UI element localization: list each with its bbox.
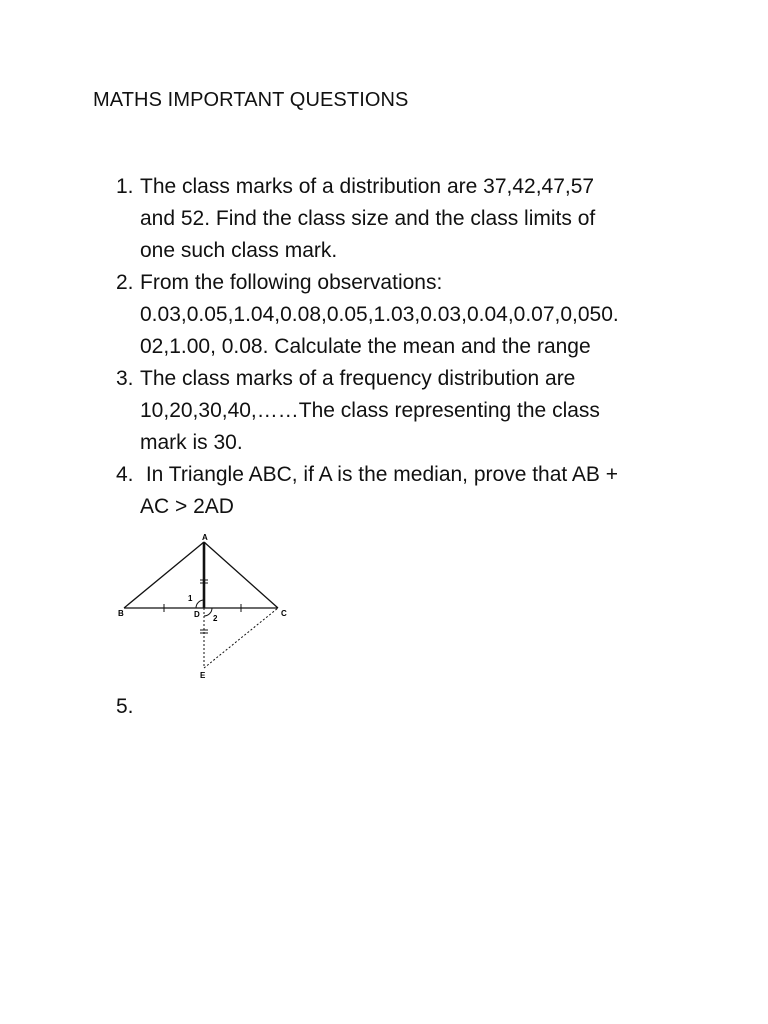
angle-2-arc xyxy=(204,608,212,616)
question-line: 02,1.00, 0.08. Calculate the mean and the range xyxy=(140,335,591,358)
triangle-diagram xyxy=(116,532,296,682)
page-title: MATHS IMPORTANT QUESTIONS xyxy=(93,89,409,111)
label-angle-2: 2 xyxy=(213,614,218,623)
question-text xyxy=(140,363,685,459)
question-number: 5. xyxy=(116,695,134,718)
question-text xyxy=(140,459,685,523)
label-angle-1: 1 xyxy=(188,594,193,603)
question-number: 2. xyxy=(116,271,134,294)
label-a: A xyxy=(202,533,208,542)
question-line: 10,20,30,40,……The class representing the class xyxy=(140,399,600,422)
label-b: B xyxy=(118,609,124,618)
label-c: C xyxy=(281,609,287,618)
question-line: AC > 2AD xyxy=(140,495,234,518)
question-line: one such class mark. xyxy=(140,239,338,262)
question-line: The class marks of a frequency distribution are xyxy=(140,367,576,390)
segment-ac xyxy=(204,542,278,608)
triangle-figure xyxy=(116,532,296,682)
question-number: 4. xyxy=(116,463,134,486)
question-line: and 52. Find the class size and the class limits of xyxy=(140,207,596,230)
label-e: E xyxy=(200,671,206,680)
question-line: mark is 30. xyxy=(140,431,243,454)
label-d: D xyxy=(194,610,200,619)
question-number: 3. xyxy=(116,367,134,390)
question-number: 1. xyxy=(116,175,134,198)
question-text xyxy=(140,267,685,363)
question-line: From the following observations: xyxy=(140,271,443,294)
question-line: In Triangle ABC, if A is the median, prove that AB + xyxy=(140,463,619,486)
question-line: 0.03,0.05,1.04,0.08,0.05,1.03,0.03,0.04,0.07,0,050. xyxy=(140,303,619,326)
question-text xyxy=(140,171,685,267)
question-line: The class marks of a distribution are 37,42,47,57 xyxy=(140,175,595,198)
